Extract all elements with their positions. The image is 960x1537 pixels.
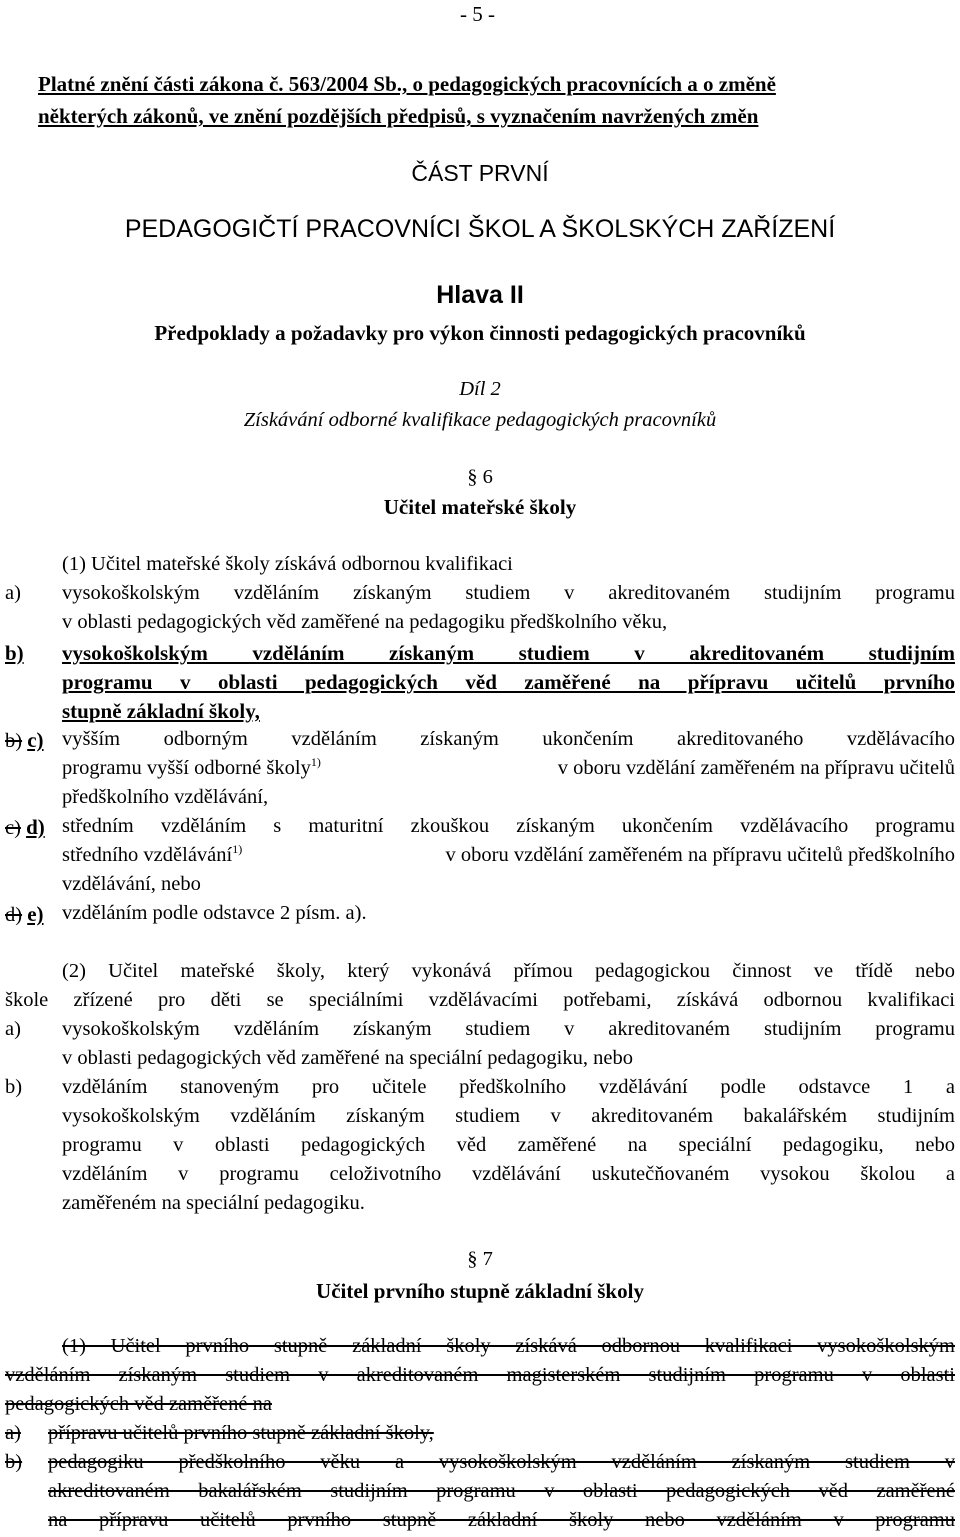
s6-c-line2a: programu vyšší odborné školy$^{1)}$	[62, 755, 321, 779]
s7-p1-line2: vzděláním získaným studiem v akreditovaném magisterském studijním programu v oblasti	[5, 1364, 955, 1386]
footnote-ref: 1)	[310, 755, 321, 770]
s6-e-label	[5, 902, 44, 927]
s6-c-line2b: v oboru vzdělání zaměřeném na přípravu učitelů	[557, 757, 955, 779]
s6-d-line2b: v oboru vzdělání zaměřeném na přípravu učitelů předškolního	[445, 844, 955, 866]
document-header-line2: některých zákonů, ve znění pozdějších předpisů, s vyznačením navržených změn	[38, 104, 759, 128]
s6-d-old-label: c)	[5, 817, 21, 839]
s6-p2a-label: a)	[5, 1018, 21, 1040]
s6-c-old-label: b)	[5, 730, 23, 752]
s6-d-line2a: středního vzdělávání$^{1)}$	[62, 842, 243, 866]
s7-a-line1: přípravu učitelů prvního stupně základní školy,	[48, 1422, 434, 1444]
s6-d-line2	[62, 844, 955, 867]
s6-a-line1: vysokoškolským vzděláním získaným studiem v akreditovaném studijním programu	[62, 582, 955, 604]
s7-p1-line1: (1) Učitel prvního stupně základní školy získává odbornou kvalifikaci vysokoškolským	[62, 1335, 955, 1357]
s6-d-line3: vzdělávání, nebo	[62, 873, 201, 895]
s6-b-line1: vysokoškolským vzděláním získaným studiem v akreditovaném studijním	[62, 641, 955, 665]
footnote-ref: 1)	[232, 842, 243, 857]
s6-p2-line2: škole zřízené pro děti se speciálními vzdělávacími potřebami, získává odbornou kvalifikaci	[5, 989, 955, 1011]
s6-e-new-label: e)	[27, 902, 44, 926]
s6-c-line3: předškolního vzdělávání,	[62, 786, 269, 808]
section-6-mark: § 6	[467, 466, 493, 488]
part-title: ČÁST PRVNÍ	[411, 160, 549, 186]
document-header-line1: Platné znění části zákona č. 563/2004 Sb., o pedagogických pracovnících a o změně	[38, 72, 776, 96]
s6-p2b-line1: vzděláním stanoveným pro učitele předškolního vzdělávání podle odstavce 1 a	[62, 1076, 955, 1098]
s6-p2-line1: (2) Učitel mateřské školy, který vykonává přímou pedagogickou činnost ve třídě nebo	[62, 960, 955, 982]
s6-d-label	[5, 815, 45, 840]
s6-p2b-line2: vysokoškolským vzděláním získaným studiem v akreditovaném bakalářském studijním	[62, 1105, 955, 1127]
division-subtitle: Získávání odborné kvalifikace pedagogických pracovníků	[243, 409, 717, 431]
s6-p2a-line1: vysokoškolským vzděláním získaným studiem v akreditovaném studijním programu	[62, 1018, 955, 1040]
section-7-mark: § 7	[467, 1248, 493, 1270]
division-title: Díl 2	[459, 378, 501, 400]
s6-c-label	[5, 728, 44, 753]
s6-e-line1: vzděláním podle odstavce 2 písm. a).	[62, 902, 367, 924]
s6-p2b-line3: programu v oblasti pedagogických věd zaměřené na speciální pedagogiku, nebo	[62, 1134, 955, 1156]
s6-e-old-label: d)	[5, 904, 23, 926]
s6-d-line1: středním vzděláním s maturitní zkouškou získaným ukončením vzdělávacího programu	[62, 815, 955, 837]
s6-b-line2: programu v oblasti pedagogických věd zaměřené na přípravu učitelů prvního	[62, 670, 955, 694]
part-subtitle: PEDAGOGIČTÍ PRACOVNÍCI ŠKOL A ŠKOLSKÝCH ZAŘÍZENÍ	[124, 215, 836, 243]
s6-b-line3: stupně základní školy,	[62, 699, 260, 723]
s6-c-new-label: c)	[27, 728, 44, 752]
s6-a-line2: v oblasti pedagogických věd zaměřené na pedagogiku předškolního věku,	[62, 611, 668, 633]
s6-b-label: b)	[5, 641, 24, 665]
s6-p2b-line5: zaměřeném na speciální pedagogiku.	[62, 1192, 365, 1214]
head-subtitle: Předpoklady a požadavky pro výkon činnosti pedagogických pracovníků	[154, 321, 806, 345]
s7-b-line1: pedagogiku předškolního věku a vysokoškolským vzděláním získaným studiem v	[48, 1451, 955, 1473]
s6-a-label: a)	[5, 582, 21, 604]
page-number: - 5 -	[460, 2, 495, 26]
s7-a-label: a)	[5, 1422, 21, 1444]
s7-b-line3: na přípravu učitelů prvního stupně základní školy nebo vzděláním v programu	[48, 1509, 955, 1531]
s6-p2b-line4: vzděláním v programu celoživotního vzdělávání uskutečňovaném vysokou školou a	[62, 1163, 955, 1185]
s7-p1-line3: pedagogických věd zaměřené na	[5, 1393, 272, 1415]
s7-b-label: b)	[5, 1451, 23, 1473]
s6-c-line1: vyšším odborným vzděláním získaným ukončením akreditovaného vzdělávacího	[62, 728, 955, 750]
s6-p2b-label: b)	[5, 1076, 23, 1098]
s6-p1-intro: (1) Učitel mateřské školy získává odbornou kvalifikaci	[62, 553, 513, 575]
s6-d-new-label: d)	[26, 815, 45, 839]
section-6-title: Učitel mateřské školy	[383, 495, 577, 519]
s7-b-line2: akreditovaném bakalářském studijním programu v oblasti pedagogických věd zaměřené	[48, 1480, 955, 1502]
s6-p2a-line2: v oblasti pedagogických věd zaměřené na speciální pedagogiku, nebo	[62, 1047, 633, 1069]
head-title: Hlava II	[436, 281, 524, 309]
s6-c-line2	[62, 757, 955, 780]
section-7-title: Učitel prvního stupně základní školy	[316, 1279, 644, 1303]
